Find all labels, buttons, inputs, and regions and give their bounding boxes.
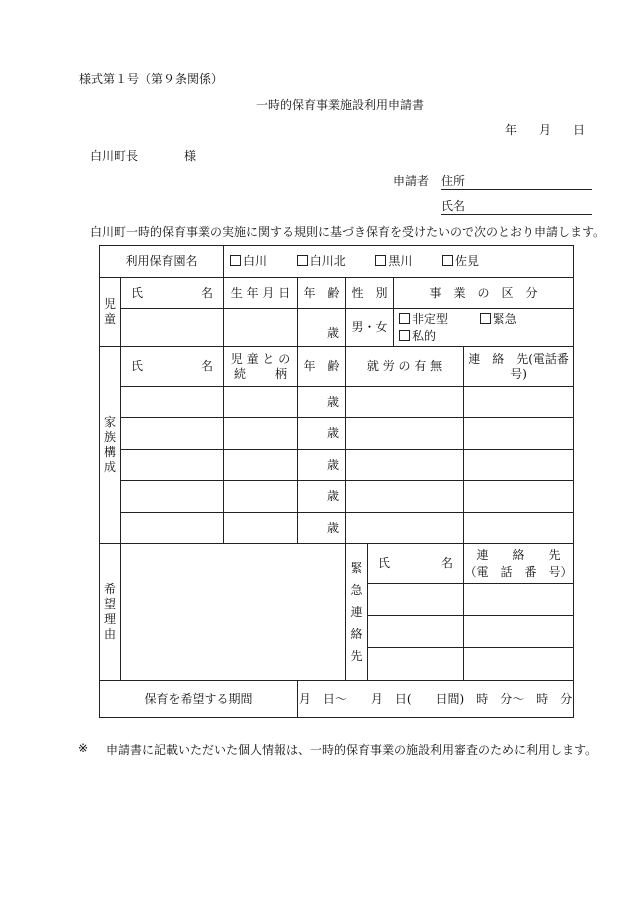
- family-contact-cell[interactable]: [464, 450, 574, 481]
- child-data-row: [100, 309, 574, 347]
- emergency-contact-cell[interactable]: [464, 616, 574, 648]
- reason-input-area[interactable]: [121, 544, 346, 681]
- family-work-cell[interactable]: [346, 481, 464, 513]
- family-relation-cell[interactable]: [224, 481, 298, 513]
- family-col-age: 年 齢: [298, 347, 346, 387]
- period-value[interactable]: 月 日～ 月 日( 日間) 時 分～ 時 分: [298, 681, 574, 718]
- checkbox-icon: [480, 313, 491, 324]
- address-field[interactable]: [441, 172, 592, 190]
- family-relation-cell[interactable]: [224, 450, 298, 481]
- family-contact-cell[interactable]: [464, 481, 574, 513]
- form-title: 一時的保育事業施設利用申請書: [256, 98, 425, 112]
- child-col-birthdate: 生 年 月 日: [224, 278, 298, 309]
- intro-text: 白川町一時的保育事業の実施に関する規則に基づき保育を受けたいので次のとおり申請します。: [90, 225, 606, 239]
- family-row: [100, 513, 574, 544]
- emergency-col-contact: 連 絡 先 （電 話 番 号）: [464, 544, 574, 584]
- facility-options: [224, 246, 574, 278]
- checkbox-icon: [399, 313, 410, 324]
- family-work-cell[interactable]: [346, 387, 464, 418]
- emergency-contact-cell[interactable]: [464, 584, 574, 616]
- period-row: [100, 681, 574, 718]
- facility-option[interactable]: 白川北: [297, 254, 346, 268]
- family-relation-cell[interactable]: [224, 418, 298, 450]
- reason-emergency-header-row: [100, 544, 574, 584]
- checkbox-icon: [230, 255, 241, 266]
- family-age-cell[interactable]: 歳: [298, 387, 346, 418]
- emergency-col-name: 氏 名: [368, 544, 464, 584]
- child-col-age: 年 齢: [298, 278, 346, 309]
- date-year: 年: [505, 123, 518, 137]
- family-age-cell[interactable]: 歳: [298, 450, 346, 481]
- family-age-cell[interactable]: 歳: [298, 513, 346, 544]
- child-age-cell[interactable]: 歳: [298, 309, 346, 347]
- family-name-cell[interactable]: [121, 450, 224, 481]
- checkbox-icon: [399, 330, 410, 341]
- family-contact-cell[interactable]: [464, 513, 574, 544]
- child-col-name: 氏 名: [121, 278, 224, 309]
- reason-section-label: 希 望 理 由: [100, 544, 121, 681]
- address-label: 住所: [441, 174, 466, 188]
- facility-row: [100, 246, 574, 278]
- family-section-label: 家 族 構 成: [100, 347, 121, 544]
- category-option[interactable]: 緊急: [480, 312, 517, 326]
- family-col-contact: 連 絡 先(電話番号): [464, 347, 574, 387]
- child-section-label: 児 童: [100, 278, 121, 347]
- emergency-name-cell[interactable]: [368, 584, 464, 616]
- emergency-contact-cell[interactable]: [464, 648, 574, 681]
- family-col-work: 就 労 の 有 無: [346, 347, 464, 387]
- child-col-sex: 性 別: [346, 278, 394, 309]
- footer-note: 申請書に記載いただいた個人情報は、一時的保育事業の施設利用審査のために利用します。: [106, 743, 598, 757]
- family-work-cell[interactable]: [346, 450, 464, 481]
- family-row: [100, 481, 574, 513]
- facility-label: 利用保育園名: [100, 246, 224, 278]
- honorific: 様: [184, 149, 197, 163]
- family-col-relation: 児 童 と の 続 柄: [224, 347, 298, 387]
- application-form-table: [99, 245, 574, 718]
- facility-option[interactable]: 佐見: [442, 254, 479, 268]
- family-header-row: [100, 347, 574, 387]
- emergency-name-cell[interactable]: [368, 648, 464, 681]
- family-relation-cell[interactable]: [224, 387, 298, 418]
- child-name-cell[interactable]: [121, 309, 224, 347]
- applicant-name-field[interactable]: [441, 197, 592, 215]
- family-row: [100, 450, 574, 481]
- family-name-cell[interactable]: [121, 481, 224, 513]
- checkbox-icon: [375, 255, 386, 266]
- family-age-cell[interactable]: 歳: [298, 481, 346, 513]
- date-month: 月: [539, 123, 552, 137]
- family-name-cell[interactable]: [121, 513, 224, 544]
- family-row: [100, 418, 574, 450]
- child-col-category: 事 業 の 区 分: [394, 278, 574, 309]
- family-name-cell[interactable]: [121, 418, 224, 450]
- name-label: 氏名: [441, 199, 466, 213]
- family-contact-cell[interactable]: [464, 418, 574, 450]
- family-name-cell[interactable]: [121, 387, 224, 418]
- date-day: 日: [573, 123, 586, 137]
- facility-option[interactable]: 黒川: [375, 254, 412, 268]
- addressee: 白川町長: [90, 149, 139, 163]
- category-option[interactable]: 私的: [399, 329, 436, 343]
- child-header-row: [100, 278, 574, 309]
- form-number: 様式第１号（第９条関係）: [79, 72, 224, 86]
- emergency-name-cell[interactable]: [368, 616, 464, 648]
- emergency-section-label: 緊 急 連 絡 先: [346, 544, 368, 681]
- family-col-name: 氏 名: [121, 347, 224, 387]
- date-line[interactable]: [505, 121, 585, 138]
- family-row: [100, 387, 574, 418]
- family-relation-cell[interactable]: [224, 513, 298, 544]
- period-label: 保育を希望する期間: [100, 681, 298, 718]
- footer-mark: ※: [78, 741, 89, 755]
- family-work-cell[interactable]: [346, 513, 464, 544]
- child-category-cell: [394, 309, 574, 347]
- checkbox-icon: [442, 255, 453, 266]
- category-option[interactable]: 非定型: [399, 312, 448, 326]
- child-sex-cell[interactable]: 男・女: [346, 309, 394, 347]
- facility-option[interactable]: 白川: [230, 254, 267, 268]
- family-work-cell[interactable]: [346, 418, 464, 450]
- applicant-label: 申請者: [393, 174, 430, 188]
- family-contact-cell[interactable]: [464, 387, 574, 418]
- family-age-cell[interactable]: 歳: [298, 418, 346, 450]
- checkbox-icon: [297, 255, 308, 266]
- child-birthdate-cell[interactable]: [224, 309, 298, 347]
